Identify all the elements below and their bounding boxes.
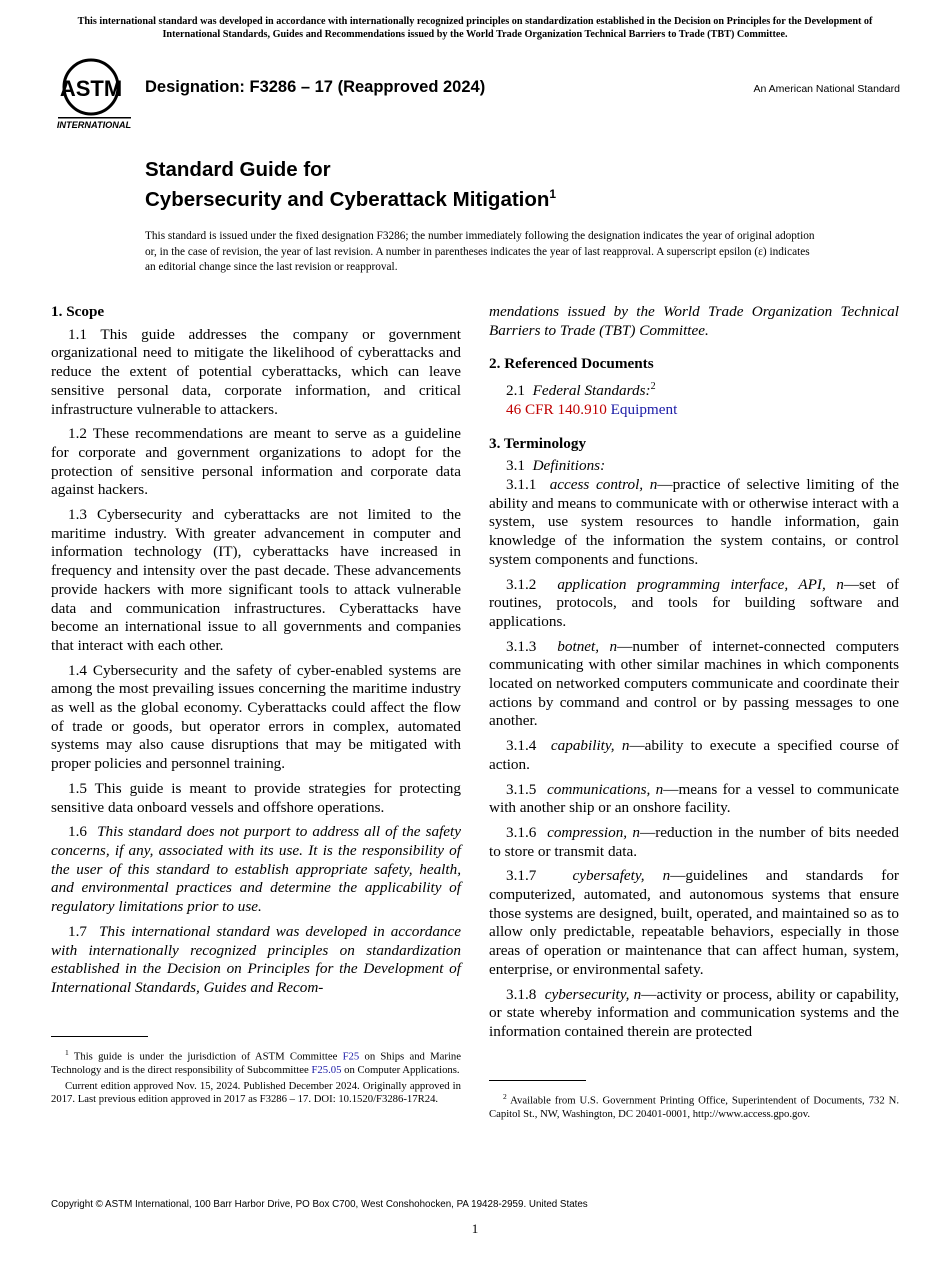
- para-1-7-continued: mendations issued by the World Trade Organization Technical Barriers to Trade (TBT) Committee.: [489, 303, 899, 339]
- definition-item: 3.1.2 application programming interface, API, n—set of routines, protocols, and tools for building software and applications.: [489, 575, 899, 630]
- issued-note: This standard is issued under the fixed designation F3286; the number immediately following the designation indicates the year of original adoption or, in the case of revision, the year of last revision. A number in parentheses indicates the year of last reapproval. A superscript epsilon (ε) indicates an editorial change since the last revision or reapproval.: [145, 230, 815, 273]
- para-1-2: 1.2 These recommendations are meant to serve as a guideline for corporate and government organizations to adopt for the protection of sensitive personal information and corporate data against hackers.: [51, 425, 461, 499]
- cfr-reference: [489, 401, 899, 420]
- logo-subtext: INTERNATIONAL: [56, 120, 132, 130]
- document-title: [145, 158, 556, 212]
- footnote-2-ref[interactable]: 2: [650, 381, 656, 393]
- definition-item: 3.1.6 compression, n—reduction in the number of bits needed to store or transmit data.: [489, 823, 900, 860]
- para-1-3: 1.3 Cybersecurity and cyberattacks are not limited to the maritime industry. With greater advancement in computer and information technology (IT), cyberattacks have increased in frequency and intensity over the past decade. These advancements provide hackers with more significant tools to attack vulnerable data and communication infrastructures. Cyberattacks have become an international issue to all governments and companies that interact with each other.: [51, 506, 461, 654]
- footnote-2: $^2$ Available from U.S. Government Printing Office, Superintendent of Documents, 732 N. Capitol St., NW, Washington, DC 20401-0001, http://www.access.gpo.gov.: [489, 1092, 900, 1121]
- page-number: 1: [471, 1221, 479, 1236]
- title-line2: Cybersecurity and Cyberattack Mitigation$^1$: [145, 187, 557, 211]
- footnote-1: [51, 1046, 461, 1109]
- title-line1: Standard Guide for: [145, 158, 331, 181]
- cfr-title-link[interactable]: Equipment: [610, 400, 678, 418]
- left-column: [51, 303, 461, 1004]
- para-1-4: 1.4 Cybersecurity and the safety of cyber-enabled systems are among the most prevailing issues concerning the maritime industry as well as the global economy. Cyberattacks could affect the flow of trade or goods, but operator errors in complex, automated systems may also cause disruptions that may be mitigated with proper policies and personnel training.: [51, 661, 461, 773]
- referenced-documents-heading: 2. Referenced Documents: [489, 355, 654, 373]
- para-1-7: 1.7 This international standard was developed in accordance with internationally recognized principles on standardization established in the Decision on Principles for the Development of International Standards, Guides and Recom-: [51, 922, 461, 996]
- f25-05-link[interactable]: F25.05: [311, 1064, 342, 1077]
- copyright: Copyright © ASTM International, 100 Barr Harbor Drive, PO Box C700, West Conshohocken, PA 19428-2959. United States: [51, 1199, 588, 1210]
- definition-item: 3.1.5 communications, n—means for a vessel to communicate with another ship or an onshore facility.: [489, 780, 899, 817]
- para-3-1: 3.1 Definitions:: [506, 457, 606, 475]
- top-notice: This international standard was developed in accordance with internationally recognized principles on standardization established in the Decision on Principles for the Development of International Standards, Guides and Recommendations issued by the World Trade Organization Technical Barriers to Trade (TBT) Committee.: [77, 16, 873, 40]
- para-1-5: 1.5 This guide is meant to provide strategies for protecting sensitive data onboard vessels and offshore operations.: [51, 779, 461, 816]
- cfr-link[interactable]: 46 CFR 140.910: [506, 400, 607, 418]
- footnote-1-b: Current edition approved Nov. 15, 2024. Published December 2024. Originally approved in 2017. Last previous edition approved in 2017 as F3286 – 17. DOI: 10.1520/F3286-17R24.: [51, 1079, 461, 1106]
- definition-item: 3.1.7 cybersafety, n—guidelines and standards for computerized, automated, and autonomous systems that ensure those systems are designed, built, operated, and maintained so as to allow only predictable, repeatable behaviors, especially in those areas of operation or maintenance that can affect human, system, enterprise, or environmental safety.: [489, 867, 899, 978]
- para-1-1: 1.1 This guide addresses the company or government organizational need to mitigate the likelihood of cyberattacks and reduce the extent of potential cyberattacks, which can leave sensitive personal data, corporate information, and critical infrastructure vulnerable to attackers.: [51, 325, 461, 418]
- para-2-1: 2.1 Federal Standards:$^2$: [506, 381, 656, 400]
- scope-heading: 1. Scope: [51, 303, 105, 320]
- footnote-rule-left: [51, 1036, 148, 1037]
- footnote-1-a: $^1$ This guide is under the jurisdiction of ASTM Committee F25 on Ships and Marine Technology and is the direct responsibility of Subcommittee F25.05 on Computer Applications.: [51, 1048, 462, 1077]
- f25-link[interactable]: F25: [342, 1050, 360, 1063]
- para-1-6: 1.6 This standard does not purport to address all of the safety concerns, if any, associated with its use. It is the responsibility of the user of this standard to establish appropriate safety, health, and environmental practices and determine the applicability of regulatory limitations prior to use.: [51, 823, 462, 916]
- definition-item: 3.1.8 cybersecurity, n—activity or process, ability or capability, or state whereby information and communication systems and the information contained therein are protected: [489, 985, 899, 1040]
- title-footnote-ref[interactable]: 1: [549, 187, 557, 201]
- definition-item: 3.1.3 botnet, n—number of internet-connected computers communicating with other similar machines in which components located on networked computers communicate and coordinate their actions by command and control or by passing messages to one another.: [489, 637, 900, 730]
- terminology-heading: 3. Terminology: [489, 434, 587, 452]
- ans-label: An American National Standard: [753, 83, 900, 95]
- definition-item: 3.1.4 capability, n—ability to execute a specified course of action.: [489, 737, 899, 773]
- definitions-list: [489, 476, 899, 1042]
- right-column: [489, 303, 899, 1048]
- footnote-rule-right: [489, 1080, 586, 1081]
- designation: Designation: F3286 – 17 (Reapproved 2024): [145, 78, 486, 96]
- logo-text: ASTM: [59, 76, 123, 101]
- definition-item: 3.1.1 access control, n—practice of selective limiting of the ability and means to communicate with or otherwise interact with a system, use system resources to handle information, gain knowledge of the information the system contains, or control system components and functions.: [489, 475, 900, 568]
- astm-logo: [53, 57, 135, 131]
